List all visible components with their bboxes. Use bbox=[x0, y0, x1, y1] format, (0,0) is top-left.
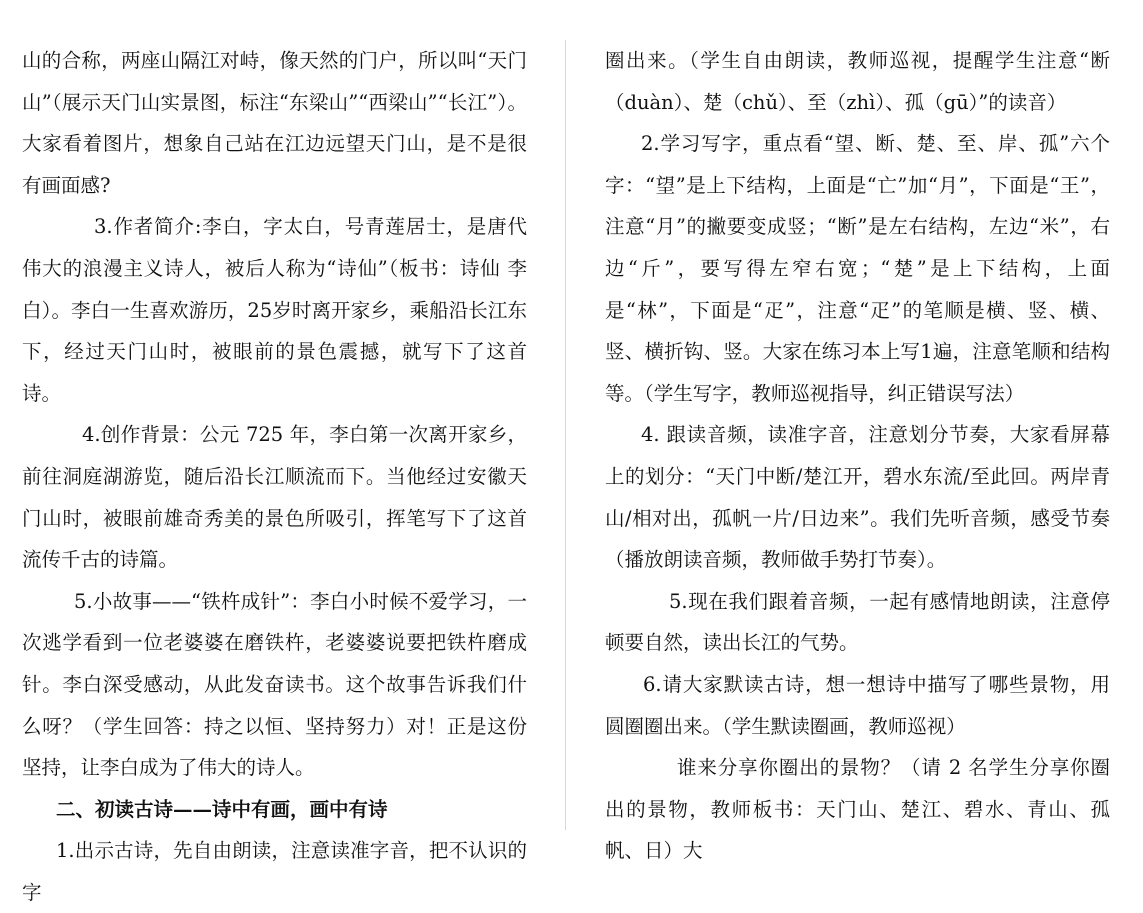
column-divider bbox=[565, 40, 566, 830]
right-column bbox=[605, 40, 1110, 872]
paragraph-silent-reading: 6.请大家默读古诗，想一想诗中描写了哪些景物，用圆圈圈出来。（学生默读圈画，教师巡视） bbox=[605, 672, 1110, 738]
left-column bbox=[22, 40, 527, 913]
paragraph-writing: 2.学习写字，重点看“望、断、楚、至、岸、孤”六个字：“望”是上下结构，上面是“亡”加“月”，下面是“王”，注意“月”的撇要变成竖；“断”是左右结构，左边“米”，右边“斤”，要写得左窄右宽；“楚”是上下结构，上面是“林”，下面是“疋”，注意“疋”的笔顺是横、竖、横、竖、横折钩、竖。大家在练习本上写1遍，注意笔顺和结构等。（学生写字，教师巡视指导，纠正错误写法） bbox=[605, 132, 1110, 405]
paragraph-emotional-reading: 5.现在我们跟着音频，一起有感情地朗读，注意停顿要自然，读出长江的气势。 bbox=[605, 589, 1110, 655]
paragraph-pronunciation: 圈出来。（学生自由朗读，教师巡视，提醒学生注意“断（duàn）、楚（chǔ）、至（zhì）、孤（gū）”的读音） bbox=[605, 49, 1110, 114]
paragraph-first-reading: 1.出示古诗，先自由朗读，注意读准字音，把不认识的字 bbox=[22, 839, 527, 904]
section-heading: 二、初读古诗——诗中有画，画中有诗 bbox=[56, 797, 388, 821]
paragraph-story: 5.小故事——“铁杵成针”：李白小时候不爱学习，一次逃学看到一位老婆婆在磨铁杵，老婆婆说要把铁杵磨成针。李白深受感动，从此发奋读书。这个故事告诉我们什么呀？（学生回答：持之以恒、坚持努力）对！正是这份坚持，让李白成为了伟大的诗人。 bbox=[22, 589, 527, 780]
paragraph-follow-audio: 4. 跟读音频，读准字音，注意划分节奏，大家看屏幕上的划分：“天门中断/楚江开，碧水东流/至此回。两岸青山/相对出，孤帆一片/日边来”。我们先听音频，感受节奏（播放朗读音频，教师做手势打节奏）。 bbox=[605, 423, 1110, 572]
paragraph-tianmen-intro: 山的合称，两座山隔江对峙，像天然的门户，所以叫“天门山”（展示天门山实景图，标注“东梁山”“西梁山”“长江”）。大家看着图片，想象自己站在江边远望天门山，是不是很有画面感? bbox=[22, 49, 527, 197]
paragraph-background: 4.创作背景：公元 725 年，李白第一次离开家乡，前往洞庭湖游览，随后沿长江顺流而下。当他经过安徽天门山时，被眼前雄奇秀美的景色所吸引，挥笔写下了这首流传千古的诗篇。 bbox=[22, 423, 527, 572]
paragraph-share: 谁来分享你圈出的景物？（请 2 名学生分享你圈出的景物，教师板书：天门山、楚江、碧水、青山、孤帆、日）大 bbox=[605, 756, 1110, 863]
paragraph-author-intro: 3.作者简介:李白，字太白，号青莲居士，是唐代伟大的浪漫主义诗人，被后人称为“诗仙”（板书：诗仙 李白）。李白一生喜欢游历，25岁时离开家乡，乘船沿长江东下，经过天门山时，被眼前的景色震撼，就写下了这首诗。 bbox=[22, 215, 527, 405]
